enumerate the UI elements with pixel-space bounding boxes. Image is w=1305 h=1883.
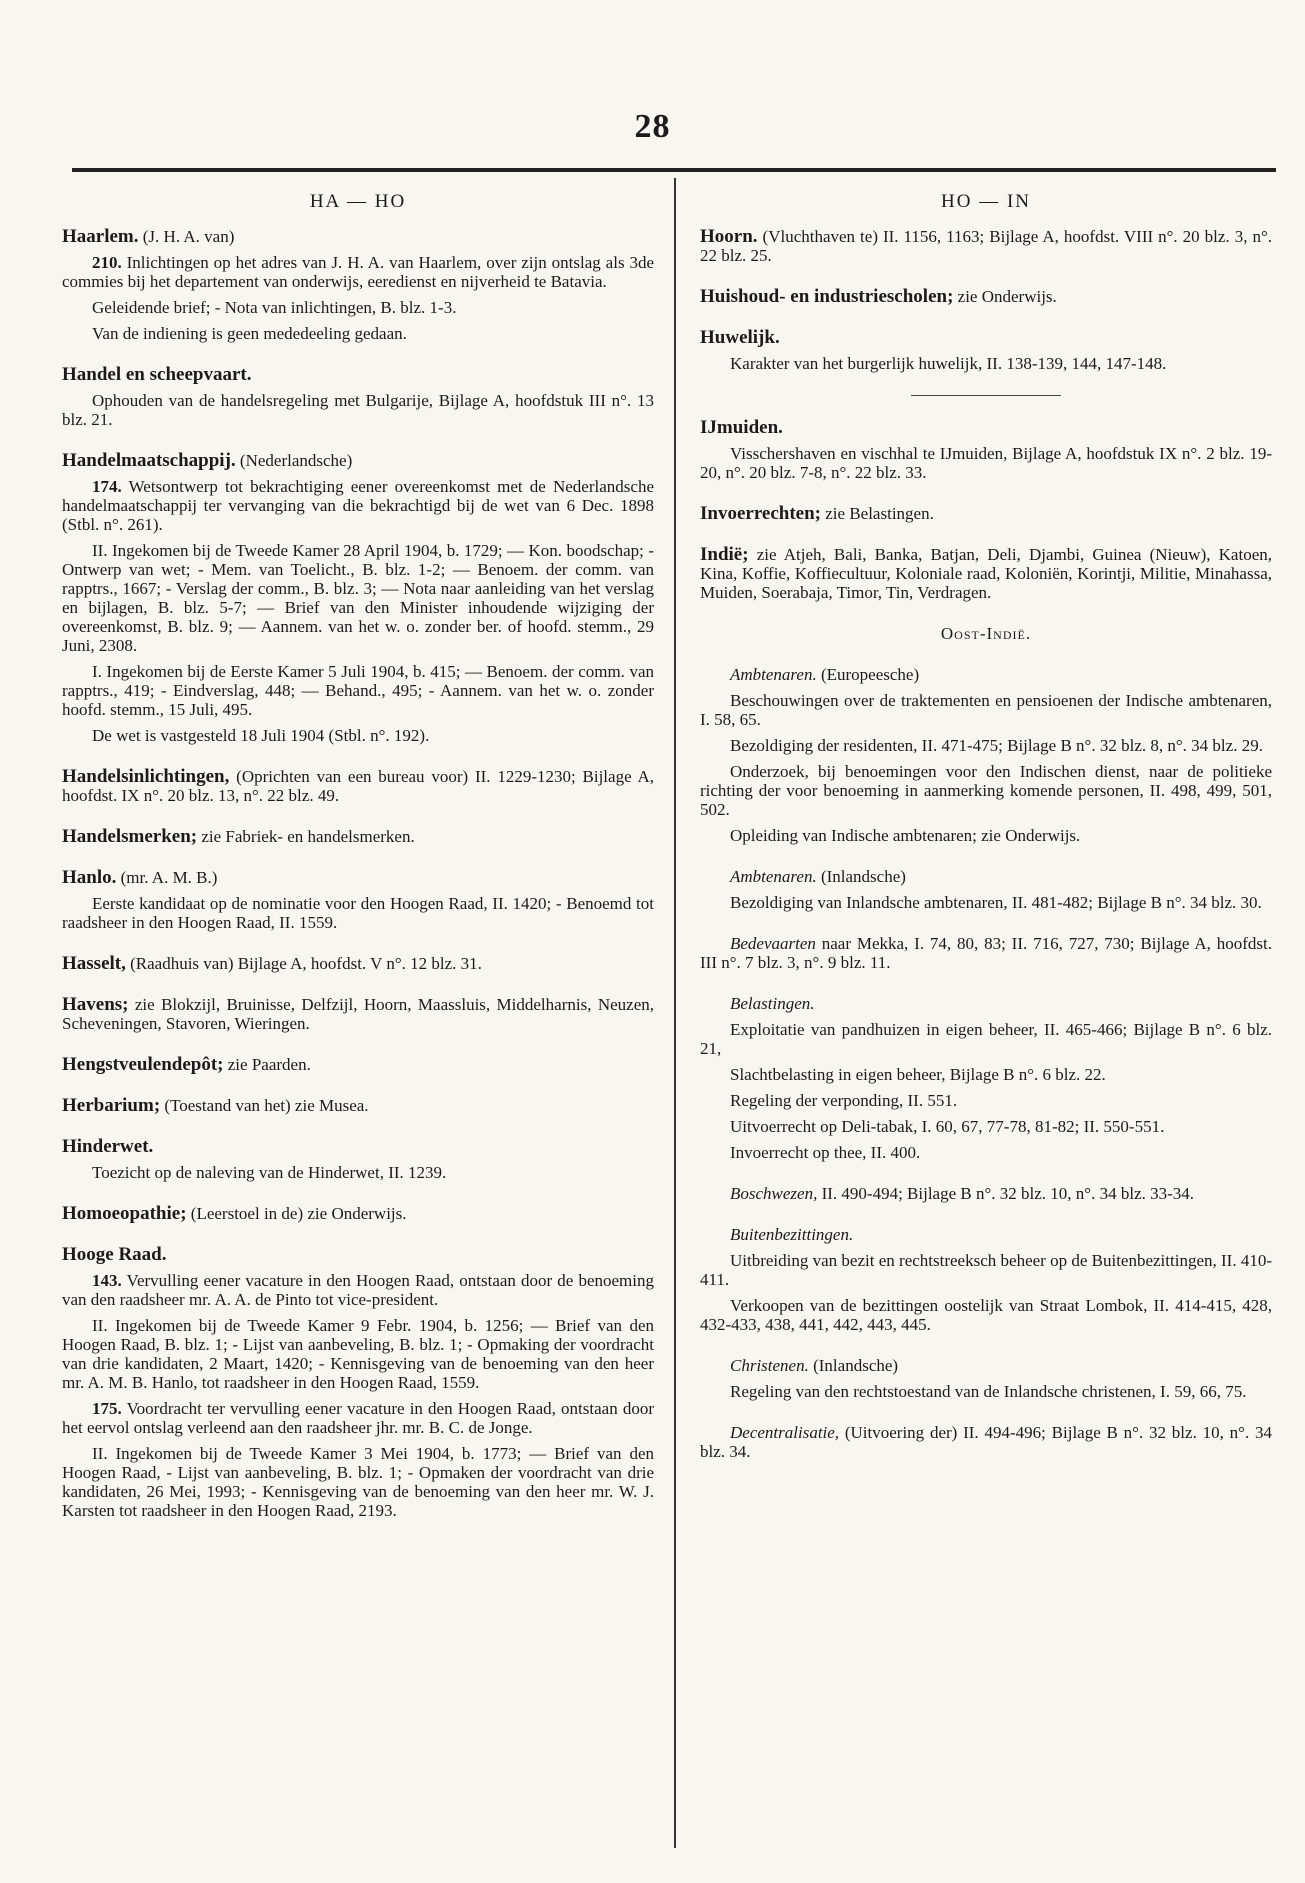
entry-heading-line <box>62 227 654 246</box>
entry-keyword: Homoeopathie; <box>62 1203 187 1224</box>
entry-keyword: Handelsmerken; <box>62 826 198 847</box>
section-title-text: (Inlandsche) <box>808 1356 899 1375</box>
section-paragraph: Regeling van den rechtstoestand van de Inlandsche christenen, I. 59, 66, 75. <box>730 1382 1247 1401</box>
index-entry <box>62 451 654 745</box>
entry-paragraph <box>62 894 654 932</box>
entry-number: 210. <box>92 253 122 272</box>
entry-paragraph <box>62 1163 654 1182</box>
entry-heading-text: (J. H. A. van) <box>138 227 235 246</box>
page-number: 28 <box>634 108 671 145</box>
entry-keyword: Hoorn. <box>700 226 758 247</box>
entry-keyword: Hasselt, <box>62 953 126 974</box>
entry-keyword: Huwelijk. <box>700 327 780 348</box>
entry-keyword: Hengstveulendepôt; <box>62 1054 224 1075</box>
index-entry <box>700 504 1272 523</box>
section-heading-line <box>700 665 1272 684</box>
entry-heading-line <box>62 868 654 887</box>
section-paragraph: Regeling der verponding, II. 551. <box>730 1091 958 1110</box>
entry-paragraph <box>62 541 654 655</box>
section-heading-line <box>700 1184 1272 1203</box>
section-paragraph: Bezoldiging der residenten, II. 471-475; Bijlage B n°. 32 blz. 8, n°. 34 blz. 29. <box>730 736 1263 755</box>
entry-heading-text: zie Paarden. <box>223 1055 311 1074</box>
entry-keyword: Herbarium; <box>62 1095 161 1116</box>
entry-keyword: Invoerrechten; <box>700 503 822 524</box>
entry-keyword: Hinderwet. <box>62 1136 154 1157</box>
section-title: Ambtenaren. <box>730 665 817 684</box>
right-column <box>700 192 1272 1483</box>
section-paragraph: Slachtbelasting in eigen beheer, Bijlage B n°. 6 blz. 22. <box>730 1065 1106 1084</box>
entry-heading-text: (Nederlandsche) <box>235 451 353 470</box>
section-title: Decentralisatie, <box>730 1423 840 1442</box>
right-entries-a <box>700 227 1272 373</box>
entry-paragraph <box>62 1271 654 1309</box>
entry-heading-line <box>62 995 654 1033</box>
entry-keyword: Huishoud- en industriescholen; <box>700 286 954 307</box>
entry-paragraph-text: Ophouden van de handelsregeling met Bulgarije, Bijlage A, hoofdstuk III n°. 13 blz. 21. <box>62 391 654 429</box>
oost-indie-section <box>700 934 1272 972</box>
entry-heading-text: zie Atjeh, Bali, Banka, Batjan, Deli, Djambi, Guinea (Nieuw), Katoen, Kina, Koffie, Koffiecultuur, Koloniale raad, Koloniën, Korintji, Militie, Minahassa, Muiden, Soerabaja, Timor, Tin, Verdragen. <box>700 545 1272 602</box>
index-entry <box>62 954 654 973</box>
entry-number: 175. <box>92 1399 122 1418</box>
oost-indie-section <box>700 665 1272 845</box>
entry-paragraph <box>700 354 1272 373</box>
entry-heading-text: (mr. A. M. B.) <box>116 868 218 887</box>
section-heading-line <box>700 994 1272 1013</box>
index-entry <box>700 227 1272 265</box>
entry-heading-line <box>62 451 654 470</box>
entry-heading-line <box>62 1137 654 1156</box>
entry-heading-line <box>700 227 1272 265</box>
oost-indie-sections <box>700 665 1272 1461</box>
section-heading-line <box>700 1356 1272 1375</box>
entry-paragraph-text: Van de indiening is geen mededeeling gedaan. <box>92 324 407 343</box>
entry-heading-text: (Raadhuis van) Bijlage A, hoofdst. V n°. 12 blz. 31. <box>125 954 482 973</box>
entry-heading-line <box>62 767 654 805</box>
entry-heading-line <box>62 365 654 384</box>
section-title: Buitenbezittingen. <box>730 1225 854 1244</box>
index-entry <box>700 545 1272 602</box>
right-column-header: HO — IN <box>941 191 1031 212</box>
entry-heading-text: zie Fabriek- en handelsmerken. <box>197 827 415 846</box>
left-column-header: HA — HO <box>309 191 407 212</box>
entry-heading-line <box>62 827 654 846</box>
entry-heading-text: (Toestand van het) zie Musea. <box>160 1096 369 1115</box>
section-title: Belastingen. <box>730 994 815 1013</box>
entry-heading-line <box>62 954 654 973</box>
entry-heading-text: zie Blokzijl, Bruinisse, Delfzijl, Hoorn, Maassluis, Middelharnis, Neuzen, Scheveningen, Stavoren, Wieringen. <box>62 995 654 1033</box>
section-paragraph: Verkoopen van de bezittingen oostelijk van Straat Lombok, II. 414-415, 428, 432-433, 438, 441, 442, 443, 445. <box>700 1296 1272 1334</box>
index-entry <box>62 827 654 846</box>
oost-indie-section <box>700 1225 1272 1334</box>
entry-paragraph <box>62 477 654 534</box>
entry-heading-text: (Vluchthaven te) II. 1156, 1163; Bijlage A, hoofdst. VIII n°. 20 blz. 3, n°. 22 blz. 25. <box>700 227 1272 265</box>
entry-heading-line <box>700 287 1272 306</box>
section-heading-line <box>700 1225 1272 1244</box>
index-entry <box>62 227 654 343</box>
entry-paragraph-text: Inlichtingen op het adres van J. H. A. van Haarlem, over zijn ontslag als 3de commies bij het departement van onderwijs, eeredienst en nijverheid te Batavia. <box>62 253 654 291</box>
oost-indie-section <box>700 1356 1272 1401</box>
entry-paragraph <box>62 726 654 745</box>
section-paragraph: Onderzoek, bij benoemingen voor den Indischen dienst, naar de politieke richting der voor benoeming in aanmerking komende personen, II. 498, 499, 501, 502. <box>700 762 1272 819</box>
entry-paragraph-text: Vervulling eener vacature in den Hoogen Raad, ontstaan door de benoeming van den raadsheer mr. A. A. de Pinto tot vice-president. <box>62 1271 654 1309</box>
index-entry <box>62 995 654 1033</box>
section-paragraph: Uitbreiding van bezit en rechtstreeksch beheer op de Buitenbezittingen, II. 410-411. <box>700 1251 1272 1289</box>
index-entry <box>62 1137 654 1182</box>
header-rule <box>72 168 1276 172</box>
entry-paragraph-text: Wetsontwerp tot bekrachtiging eener overeenkomst met de Nederlandsche handelmaatschappij ter vervanging van die bekrachtigd bij de wet van 6 Dec. 1898 (Stbl. n°. 261). <box>62 477 654 534</box>
index-entry <box>62 1245 654 1520</box>
entry-paragraph <box>62 1399 654 1437</box>
entry-heading-text: zie Onderwijs. <box>953 287 1057 306</box>
section-title-text: II. 490-494; Bijlage B n°. 32 blz. 10, n°. 34 blz. 33-34. <box>817 1184 1195 1203</box>
entry-paragraph-text: Voordracht ter vervulling eener vacature in den Hoogen Raad, ontstaan door het eervol ontslag verleend aan den raadsheer jhr. mr. B. C. de Jonge. <box>62 1399 654 1437</box>
entry-heading-line <box>700 504 1272 523</box>
entry-keyword: Hooge Raad. <box>62 1244 167 1265</box>
index-entry <box>62 868 654 932</box>
entry-heading-text: zie Belastingen. <box>821 504 934 523</box>
entry-paragraph <box>62 1444 654 1520</box>
entry-paragraph <box>700 444 1272 482</box>
section-paragraph: Uitvoerrecht op Deli-tabak, I. 60, 67, 77-78, 81-82; II. 550-551. <box>730 1117 1165 1136</box>
entry-heading-line <box>62 1096 654 1115</box>
section-title-text: naar Mekka, I. 74, 80, 83; II. 716, 727, 730; Bijlage A, hoofdst. III n°. 7 blz. 3, n°. 9 blz. 11. <box>700 934 1272 972</box>
entry-paragraph-text: De wet is vastgesteld 18 Juli 1904 (Stbl. n°. 192). <box>92 726 430 745</box>
entry-paragraph-text: II. Ingekomen bij de Tweede Kamer 9 Febr. 1904, b. 1256; — Brief van den Hoogen Raad, B. blz. 1; - Lijst van aanbeveling, B. blz. 1; - Opmaking der voordracht van drie kandidaten, 2 Maart, 1420; - Kennisgeving van de benoeming van den heer mr. A. M. B. Hanlo, tot raadsheer in den Hoogen Raad, 1559. <box>62 1316 654 1392</box>
entry-paragraph-text: Geleidende brief; - Nota van inlichtingen, B. blz. 1-3. <box>92 298 457 317</box>
section-paragraph: Invoerrecht op thee, II. 400. <box>730 1143 921 1162</box>
entry-heading-text: (Leerstoel in de) zie Onderwijs. <box>186 1204 407 1223</box>
entry-paragraph <box>62 324 654 343</box>
index-entry <box>700 418 1272 482</box>
entry-number: 174. <box>92 477 122 496</box>
section-title-text: (Inlandsche) <box>816 867 906 886</box>
entry-number: 143. <box>92 1271 122 1290</box>
section-heading-line <box>700 867 1272 886</box>
oost-indie-section <box>700 994 1272 1162</box>
section-paragraph: Bezoldiging van Inlandsche ambtenaren, II. 481-482; Bijlage B n°. 34 blz. 30. <box>730 893 1262 912</box>
entry-paragraph <box>62 391 654 429</box>
section-paragraph: Exploitatie van pandhuizen in eigen beheer, II. 465-466; Bijlage B n°. 6 blz. 21, <box>700 1020 1272 1058</box>
entry-paragraph-text: Toezicht op de naleving van de Hinderwet, II. 1239. <box>92 1163 447 1182</box>
entry-paragraph <box>62 298 654 317</box>
entry-keyword: Handelmaatschappij. <box>62 450 236 471</box>
oost-indie-heading: Oost-Indië. <box>940 624 1032 643</box>
section-title: Christenen. <box>730 1356 809 1375</box>
oost-indie-heading-block <box>700 624 1272 643</box>
index-entry <box>62 1096 654 1115</box>
section-title-text: (Europeesche) <box>816 665 920 684</box>
entry-heading-line <box>700 418 1272 437</box>
entry-paragraph-text: II. Ingekomen bij de Tweede Kamer 3 Mei 1904, b. 1773; — Brief van den Hoogen Raad, - Lijst van aanbeveling, B. blz. 1; - Opmaken der voordracht van drie kandidaten, 26 Mei, 1993; - Kennisgeving van de benoeming van den heer mr. W. J. Karsten tot raadsheer in den Hoogen Raad, 2193. <box>62 1444 654 1520</box>
entry-heading-line <box>700 545 1272 602</box>
entry-keyword: Hanlo. <box>62 867 117 888</box>
column-divider <box>674 178 676 1848</box>
entry-paragraph-text: Karakter van het burgerlijk huwelijk, II. 138-139, 144, 147-148. <box>730 354 1167 373</box>
entry-paragraph <box>62 662 654 719</box>
entry-keyword: IJmuiden. <box>700 417 783 438</box>
entry-paragraph-text: II. Ingekomen bij de Tweede Kamer 28 April 1904, b. 1729; — Kon. boodschap; - Ontwerp van wet; - Mem. van Toelicht., B. blz. 1-2; — Benoem. der comm. van rapptrs., 1667; - Verslag der comm., B. blz. 3; — Nota naar aanleiding van het verslag en bijlagen, B. blz. 5-7; — Brief van den Minister inhoudende wijziging der overeenkomst, B. blz. 9; — Aannem. van het w. o. zonder ber. of hoofd. stemm., 29 Juni, 2308. <box>62 541 654 655</box>
section-paragraph: Opleiding van Indische ambtenaren; zie Onderwijs. <box>730 826 1081 845</box>
entry-heading-line <box>700 328 1272 347</box>
section-heading-line <box>700 1423 1272 1461</box>
left-entries <box>62 227 654 1520</box>
left-column <box>62 192 654 1542</box>
entry-keyword: Handelsinlichtingen, <box>62 766 230 787</box>
entry-paragraph-text: Visschershaven en vischhal te IJmuiden, Bijlage A, hoofdstuk IX n°. 2 blz. 19-20, n°. 20 blz. 7-8, n°. 22 blz. 33. <box>700 444 1272 482</box>
oost-indie-section <box>700 1184 1272 1203</box>
section-heading-line <box>700 934 1272 972</box>
entry-heading-line <box>62 1055 654 1074</box>
oost-indie-section <box>700 867 1272 912</box>
section-paragraph: Beschouwingen over de traktementen en pensioenen der Indische ambtenaren, I. 58, 65. <box>700 691 1272 729</box>
section-title: Bedevaarten <box>730 934 816 953</box>
entry-keyword: Indië; <box>700 544 749 565</box>
right-entries-b <box>700 418 1272 602</box>
entry-paragraph <box>62 253 654 291</box>
oost-indie-section <box>700 1423 1272 1461</box>
section-title: Boschwezen, <box>730 1184 818 1203</box>
section-rule <box>911 395 1061 396</box>
entry-heading-line <box>62 1245 654 1264</box>
section-title-text: (Uitvoering der) II. 494-496; Bijlage B n°. 32 blz. 10, n°. 34 blz. 34. <box>700 1423 1272 1461</box>
section-title: Ambtenaren. <box>730 867 817 886</box>
index-entry <box>62 1055 654 1074</box>
index-entry <box>62 767 654 805</box>
entry-heading-line <box>62 1204 654 1223</box>
index-entry <box>700 328 1272 373</box>
entry-keyword: Haarlem. <box>62 226 139 247</box>
entry-paragraph-text: I. Ingekomen bij de Eerste Kamer 5 Juli 1904, b. 415; — Benoem. der comm. van rapptrs., 419; - Eindverslag, 448; — Behand., 495; - Aannem. van het w. o. zonder hoofd. stemm., 15 Juli, 495. <box>62 662 654 719</box>
index-entry <box>62 1204 654 1223</box>
index-entry <box>62 365 654 429</box>
entry-paragraph-text: Eerste kandidaat op de nominatie voor den Hoogen Raad, II. 1420; - Benoemd tot raadsheer in den Hoogen Raad, II. 1559. <box>62 894 654 932</box>
entry-keyword: Handel en scheepvaart. <box>62 364 252 385</box>
index-entry <box>700 287 1272 306</box>
entry-keyword: Havens; <box>62 994 129 1015</box>
entry-heading-text: (Oprichten van een bureau voor) II. 1229-1230; Bijlage A, hoofdst. IX n°. 20 blz. 13, n°. 22 blz. 49. <box>62 767 654 805</box>
entry-paragraph <box>62 1316 654 1392</box>
